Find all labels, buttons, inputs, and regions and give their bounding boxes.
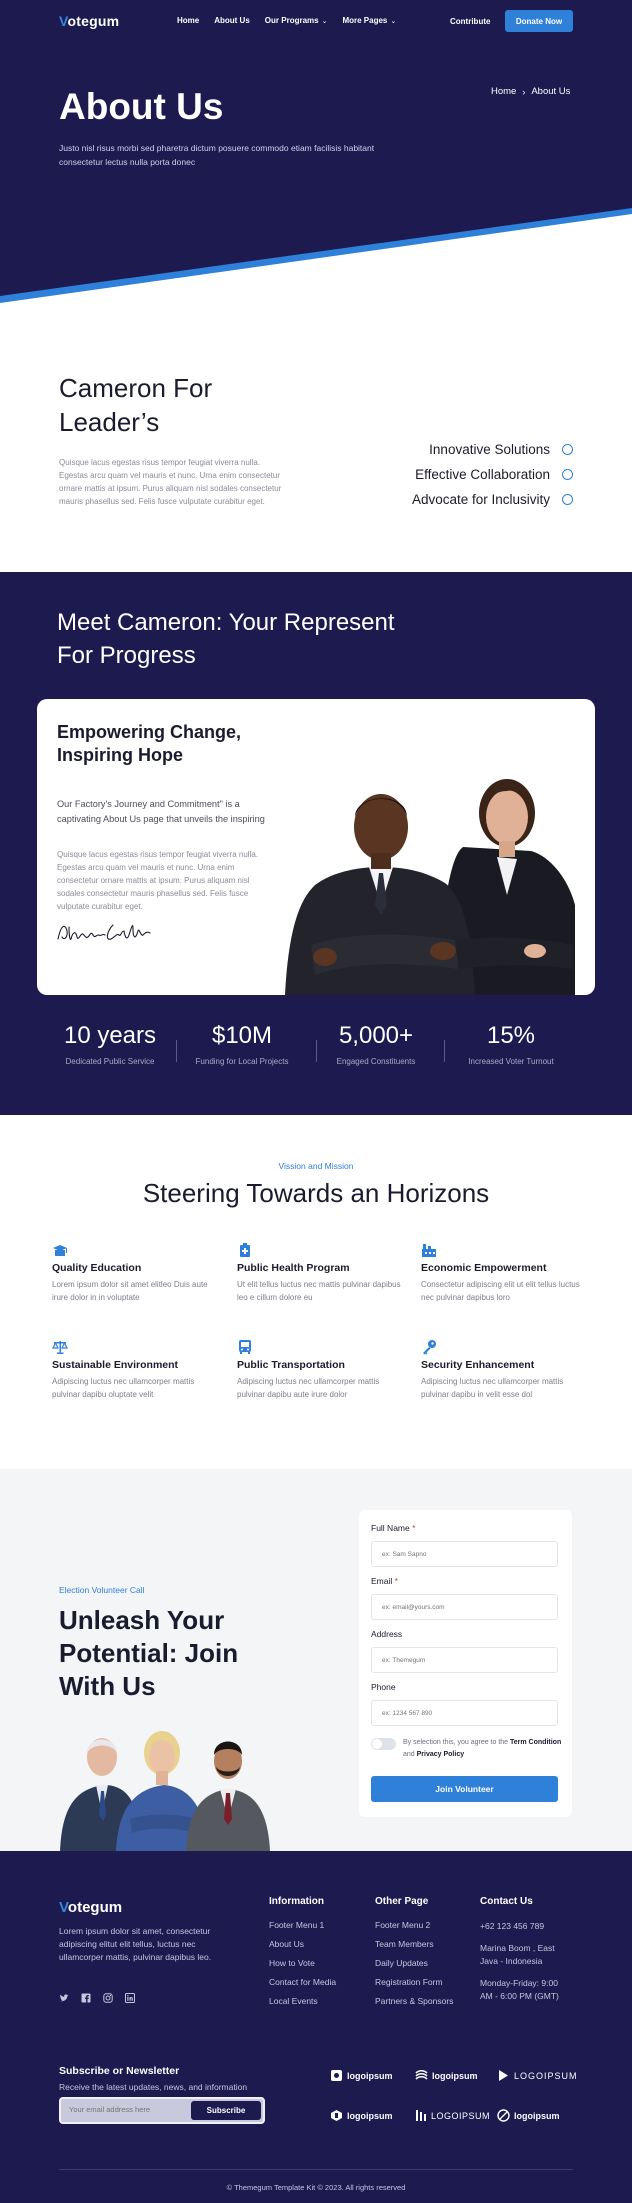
site-logo[interactable] bbox=[59, 13, 119, 29]
balance-scale-icon bbox=[52, 1339, 68, 1355]
nav-link-more-pages[interactable] bbox=[342, 16, 396, 25]
logo-text: otegum bbox=[67, 1899, 123, 1916]
partner-logo-text: LOGOIPSUM bbox=[514, 2070, 578, 2081]
circle-icon bbox=[562, 469, 573, 480]
hero-description: Justo nisl risus morbi sed pharetra dictum posuere commodo etiam facilisis habitant consectetur lectus nulla porta donec bbox=[59, 143, 375, 167]
logo-accent-letter: V bbox=[59, 13, 68, 29]
nav-link-home[interactable]: Home bbox=[177, 16, 200, 25]
logoipsum-mark-icon bbox=[414, 2109, 427, 2122]
feature-title: Economic Empowerment bbox=[421, 1262, 547, 1274]
feature-item bbox=[52, 1242, 222, 1304]
partner-logo bbox=[415, 2069, 478, 2082]
partner-logo bbox=[497, 2109, 560, 2122]
feature-text: Adipiscing luctus nec ullamcorper mattis pulvinar dapibu in velit esse dol bbox=[421, 1377, 564, 1399]
pillar-item bbox=[429, 442, 573, 457]
full-name-label bbox=[371, 1523, 415, 1533]
stat-label: Increased Voter Turnout bbox=[468, 1057, 554, 1066]
volunteer-eyebrow: Election Volunteer Call bbox=[59, 1585, 145, 1595]
volunteer-title: Unleash Your Potential: Join With Us bbox=[59, 1605, 239, 1701]
nav-link-programs-label: Our Programs bbox=[264, 16, 319, 25]
logoipsum-mark-icon bbox=[497, 2069, 510, 2082]
newsletter-text: Receive the latest updates, news, and information bbox=[59, 2082, 248, 2092]
email-input[interactable] bbox=[371, 1594, 558, 1620]
subscribe-button[interactable]: Subscribe bbox=[191, 2101, 261, 2120]
feature-text: Adipiscing luctus nec ullamcorper mattis pulvinar dapibu oluptate velit bbox=[52, 1377, 195, 1399]
partner-logo bbox=[330, 2109, 393, 2122]
page-title: About Us bbox=[59, 86, 224, 127]
chevron-down-icon: ⌄ bbox=[321, 18, 328, 25]
instagram-icon[interactable] bbox=[103, 1993, 113, 2003]
top-navigation bbox=[0, 10, 632, 34]
feature-title: Public Health Program bbox=[237, 1262, 350, 1274]
footer-logo[interactable] bbox=[59, 1899, 122, 1916]
stat-value: $10M bbox=[211, 1022, 273, 1049]
stat-label: Funding for Local Projects bbox=[195, 1057, 289, 1066]
nav-links bbox=[177, 16, 396, 25]
full-name-label-text: Full Name bbox=[371, 1523, 410, 1533]
card-title: Empowering Change, Inspiring Hope bbox=[57, 722, 242, 765]
contact-phone: +62 123 456 789 bbox=[480, 1921, 545, 1931]
breadcrumb-current: About Us bbox=[531, 86, 571, 97]
feature-title: Public Transportation bbox=[237, 1359, 345, 1371]
social-links bbox=[59, 1993, 135, 2003]
footer-other-page-column bbox=[375, 1896, 453, 2015]
leader-section bbox=[0, 310, 632, 572]
pillar-label: Innovative Solutions bbox=[429, 442, 550, 457]
feature-text: Lorem ipsum dolor sit amet elitleo Duis aute irure dolor in in voluptate bbox=[52, 1280, 208, 1302]
full-name-input[interactable] bbox=[371, 1541, 558, 1567]
meet-title: Meet Cameron: Your Represent For Progress bbox=[57, 609, 395, 669]
chevron-down-icon: ⌄ bbox=[390, 18, 397, 25]
footer-link[interactable]: Local Events bbox=[269, 1996, 318, 2006]
volunteer-form bbox=[359, 1510, 572, 1817]
pillar-item bbox=[415, 467, 573, 482]
candidate-card bbox=[37, 699, 595, 995]
leader-description: Quisque lacus egestas risus tempor feugiat viverra nulla. Egestas arcu quam vel mauris et nunc. Urna enim consectetur ornare mattis at ipsum. Purus aliquam nisl sodales consectetur mauris phasellus sed. Felis fusce vulputate curabitur eget. bbox=[59, 458, 282, 506]
partner-logo-text: logoipsum bbox=[347, 2110, 393, 2121]
meet-section bbox=[0, 572, 632, 1115]
medical-kit-icon bbox=[237, 1242, 253, 1258]
email-label-text: Email bbox=[371, 1576, 393, 1586]
feature-item bbox=[237, 1339, 407, 1401]
partner-logo-text: logoipsum bbox=[432, 2070, 478, 2081]
footer-link[interactable]: Registration Form bbox=[375, 1977, 443, 1987]
nav-link-programs[interactable] bbox=[265, 16, 328, 25]
feature-item bbox=[421, 1339, 591, 1401]
stat-divider bbox=[316, 1040, 317, 1062]
logo-text: otegum bbox=[67, 13, 120, 29]
newsletter-form bbox=[59, 2097, 265, 2124]
footer-column-title: Other Page bbox=[375, 1896, 429, 1907]
feature-item bbox=[421, 1242, 591, 1304]
consent-toggle[interactable] bbox=[371, 1738, 396, 1750]
graduation-cap-icon bbox=[52, 1242, 68, 1258]
newsletter-title: Subscribe or Newsletter bbox=[59, 2065, 180, 2077]
footer-link[interactable]: Partners & Sponsors bbox=[375, 1996, 454, 2006]
stat-value: 15% bbox=[486, 1022, 536, 1049]
volunteers-photo bbox=[60, 1723, 270, 1851]
candidates-photo bbox=[285, 755, 575, 995]
join-volunteer-button[interactable]: Join Volunteer bbox=[371, 1776, 558, 1802]
logoipsum-mark-icon bbox=[330, 2109, 343, 2122]
footer-link[interactable]: Footer Menu 2 bbox=[375, 1920, 431, 1930]
stats-row bbox=[0, 1022, 632, 1082]
footer-divider bbox=[59, 2169, 573, 2170]
logoipsum-mark-icon bbox=[330, 2069, 343, 2082]
footer-link[interactable]: Contact for Media bbox=[269, 1977, 337, 1987]
footer-information-column bbox=[269, 1896, 336, 2015]
contact-hours: Monday-Friday: 9:00 AM - 6:00 PM (GMT) bbox=[480, 1978, 559, 2001]
footer-link[interactable]: About Us bbox=[269, 1939, 304, 1949]
circle-icon bbox=[562, 494, 573, 505]
feature-title: Sustainable Environment bbox=[52, 1359, 179, 1371]
logo-accent-letter: V bbox=[59, 1899, 68, 1916]
breadcrumb bbox=[491, 86, 570, 97]
card-text: Quisque lacus egestas risus tempor feugiat viverra nulla. Egestas arcu quam vel mauris et nunc. Urna enim consectetur ornare mattis at ipsum. Purus aliquam nisl sodales consectetur mauris phasellus sed. Felis fusce vulputate curabitur eget. bbox=[57, 850, 258, 911]
feature-text: Ut elit tellus luctus nec mattis pulvinar dapibus leo e cillum dolore eu bbox=[237, 1280, 401, 1302]
stat-item bbox=[460, 1022, 562, 1066]
consent-and: and bbox=[403, 1751, 417, 1758]
leader-title: Cameron For Leader’s bbox=[59, 373, 213, 437]
feature-title: Security Enhancement bbox=[421, 1359, 535, 1371]
partner-logo-text: logoipsum bbox=[514, 2110, 560, 2121]
footer-link[interactable]: Footer Menu 1 bbox=[269, 1920, 325, 1930]
required-mark: * bbox=[394, 1576, 398, 1586]
stat-value: 5,000+ bbox=[338, 1022, 414, 1049]
twitter-icon[interactable] bbox=[59, 1993, 69, 2003]
required-mark: * bbox=[412, 1523, 416, 1533]
consent-prefix: By selection this, you agree to the bbox=[403, 1739, 511, 1746]
copyright-text: © Themegum Template Kit © 2023. All rights reserved bbox=[226, 2183, 406, 2192]
feature-text: Consectetur adipiscing elit ut elit tellus luctus nec pulvinar dapibus loro bbox=[421, 1280, 580, 1302]
footer-link[interactable]: How to Vote bbox=[269, 1958, 315, 1968]
address-input[interactable] bbox=[371, 1647, 558, 1673]
bus-icon bbox=[237, 1339, 253, 1355]
newsletter-email-input[interactable] bbox=[69, 2105, 179, 2114]
vision-title: Steering Towards an Horizons bbox=[142, 1178, 490, 1208]
partner-logo bbox=[330, 2069, 393, 2082]
footer-column-title: Information bbox=[269, 1896, 324, 1907]
nav-link-more-pages-label: More Pages bbox=[342, 16, 388, 25]
feature-item bbox=[237, 1242, 407, 1304]
consent-text bbox=[403, 1737, 563, 1761]
industry-icon bbox=[421, 1242, 437, 1258]
card-subtitle: Our Factory's Journey and Commitment" is a captivating About Us page that unveils the inspiring bbox=[57, 799, 265, 824]
pillar-label: Effective Collaboration bbox=[415, 467, 550, 482]
pillar-list bbox=[412, 442, 573, 507]
footer-about: Lorem ipsum dolor sit amet, consectetur adipiscing elitut elit tellus, luctus nec ullamcorper mattis, pulvinar dapibus leo. bbox=[59, 1926, 212, 1962]
pillar-label: Advocate for Inclusivity bbox=[411, 492, 550, 507]
vision-section bbox=[0, 1115, 632, 1469]
address-label: Address bbox=[371, 1629, 403, 1639]
key-icon bbox=[421, 1339, 437, 1355]
partner-logo bbox=[497, 2069, 578, 2082]
footer-contact-column bbox=[480, 1896, 570, 2012]
privacy-policy-link[interactable]: Privacy Policy bbox=[416, 1751, 465, 1758]
partner-logo-text: logoipsum bbox=[347, 2070, 393, 2081]
feature-item bbox=[52, 1339, 222, 1401]
site-footer bbox=[0, 1851, 632, 2203]
feature-text: Adipiscing luctus nec ullamcorper mattis pulvinar dapibu aute irure dolor bbox=[237, 1377, 380, 1399]
donate-button[interactable]: Donate Now bbox=[505, 10, 573, 32]
linkedin-icon[interactable] bbox=[125, 1993, 135, 2003]
stat-value: 10 years bbox=[63, 1022, 157, 1049]
term-condition-link[interactable]: Term Condition bbox=[510, 1739, 562, 1746]
hero-section bbox=[0, 0, 632, 310]
stat-label: Engaged Constituents bbox=[336, 1057, 416, 1066]
stat-item bbox=[58, 1022, 162, 1066]
contact-address: Marina Boom , East Java - Indonesia bbox=[480, 1943, 555, 1966]
signature-image bbox=[55, 917, 155, 947]
stat-divider bbox=[176, 1040, 177, 1062]
partner-logo-text: LOGOIPSUM bbox=[431, 2110, 491, 2121]
feature-title: Quality Education bbox=[52, 1262, 142, 1274]
stat-label: Dedicated Public Service bbox=[65, 1057, 155, 1066]
facebook-icon[interactable] bbox=[81, 1993, 91, 2003]
chevron-right-icon: › bbox=[522, 86, 526, 97]
email-label bbox=[371, 1576, 398, 1586]
logoipsum-mark-icon bbox=[497, 2109, 510, 2122]
partner-logo bbox=[414, 2109, 490, 2122]
logoipsum-mark-icon bbox=[415, 2069, 428, 2082]
footer-link[interactable]: Team Members bbox=[375, 1939, 434, 1949]
footer-link[interactable]: Daily Updates bbox=[375, 1958, 428, 1968]
circle-icon bbox=[562, 444, 573, 455]
volunteer-section bbox=[0, 1469, 632, 1851]
phone-input[interactable] bbox=[371, 1700, 558, 1726]
stat-divider bbox=[444, 1040, 445, 1062]
contribute-link[interactable]: Contribute bbox=[450, 17, 491, 26]
pillar-item bbox=[412, 492, 573, 507]
phone-label: Phone bbox=[371, 1682, 396, 1692]
stat-item bbox=[328, 1022, 424, 1066]
footer-column-title: Contact Us bbox=[480, 1896, 533, 1907]
stat-item bbox=[188, 1022, 296, 1066]
breadcrumb-home[interactable]: Home bbox=[491, 86, 517, 97]
vision-eyebrow: Vission and Mission bbox=[278, 1161, 354, 1171]
nav-link-about[interactable]: About Us bbox=[214, 16, 250, 25]
